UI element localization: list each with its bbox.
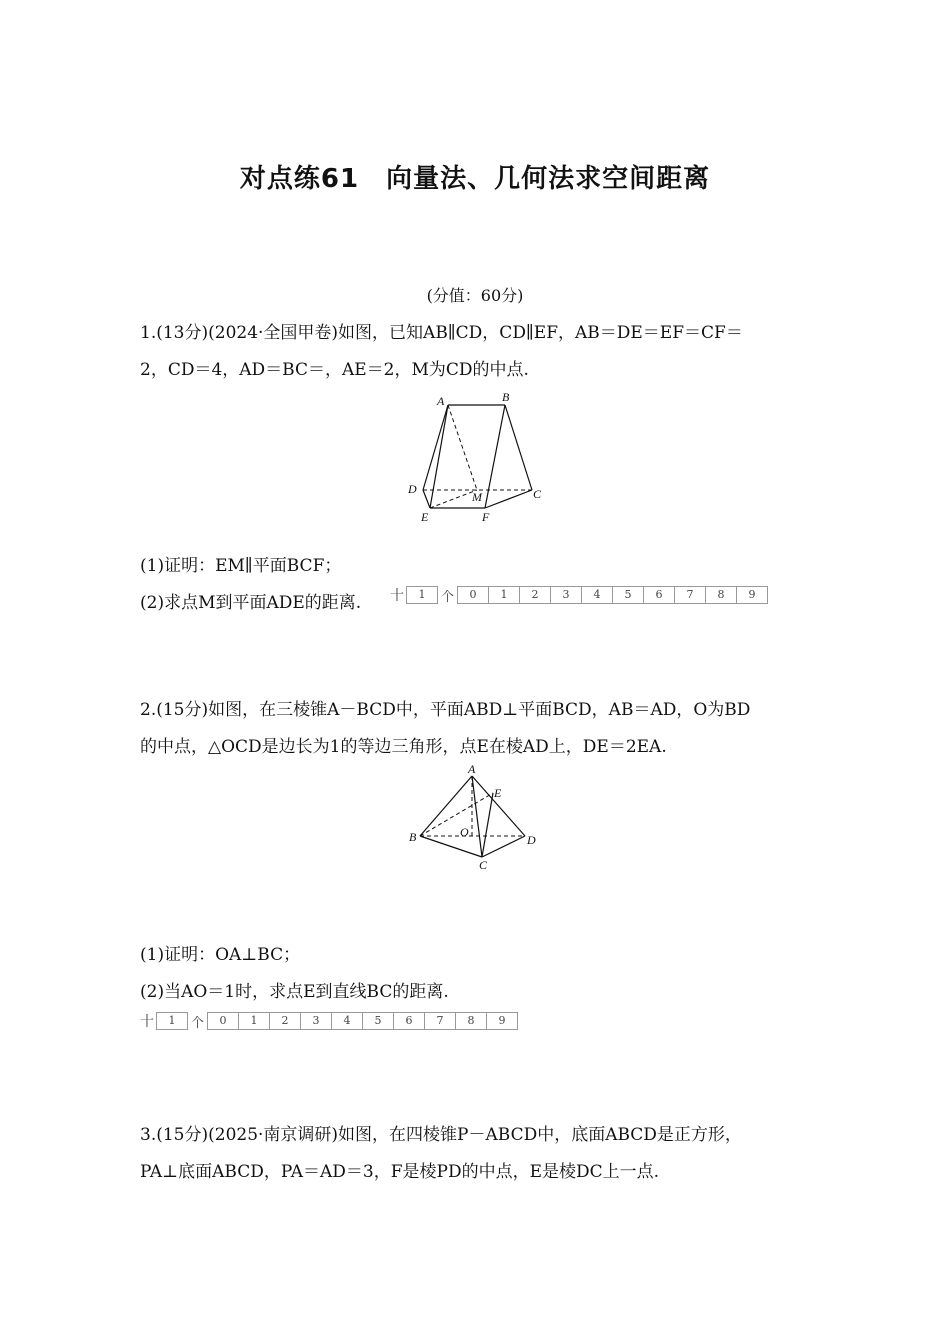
grid-digit[interactable]: 6 — [644, 587, 675, 603]
grid-mark: 十 — [390, 588, 404, 604]
grid-digit[interactable]: 4 — [582, 587, 613, 603]
grid-digit[interactable]: 8 — [456, 1013, 487, 1029]
label-A: A — [468, 762, 476, 776]
label-F: F — [482, 510, 490, 524]
label-B: B — [502, 390, 510, 404]
label-D: D — [527, 833, 536, 847]
grid-digit[interactable]: 3 — [301, 1013, 332, 1029]
grid-digit[interactable]: 1 — [489, 587, 520, 603]
q3-line1: 3.(15分)(2025·南京调研)如图，在四棱锥P－ABCD中，底面ABCD是正方形， — [140, 1125, 742, 1145]
grid-unit: 个 — [191, 1015, 205, 1031]
q2-part1: (1)证明：OA⊥BC； — [140, 945, 301, 965]
page-title: 对点练61 向量法、几何法求空间距离 — [239, 164, 711, 194]
q1-line1: 1.(13分)(2024·全国甲卷)如图，已知AB∥CD，CD∥EF，AB＝DE＝EF＝CF＝ — [140, 323, 743, 343]
label-B: B — [409, 830, 417, 844]
grid-digit[interactable]: 2 — [520, 587, 551, 603]
grid-digit[interactable]: 0 — [208, 1013, 239, 1029]
q1-part1: (1)证明：EM∥平面BCF； — [140, 556, 342, 576]
label-D: D — [408, 482, 417, 496]
grid-digit[interactable]: 0 — [458, 587, 489, 603]
q2-line2: 的中点，△OCD是边长为1的等边三角形，点E在棱AD上，DE＝2EA. — [140, 737, 667, 757]
answer-grid-q2 — [140, 1011, 518, 1031]
q1-figure — [400, 388, 560, 528]
grid-digit[interactable]: 6 — [394, 1013, 425, 1029]
grid-digit[interactable]: 9 — [498, 1014, 506, 1027]
grid-digit[interactable]: 4 — [332, 1013, 363, 1029]
answer-grid-q1 — [390, 585, 768, 605]
label-O: O — [460, 825, 469, 839]
grid-digit[interactable]: 9 — [748, 588, 756, 601]
label-E: E — [421, 510, 429, 524]
q2-part2: (2)当AO＝1时，求点E到直线BC的距离. — [140, 982, 449, 1002]
label-M: M — [472, 490, 482, 504]
grid-unit: 个 — [441, 589, 455, 605]
grid-mark: 十 — [140, 1014, 154, 1030]
grid-tens[interactable]: 1 — [406, 586, 438, 604]
grid-digit[interactable]: 2 — [270, 1013, 301, 1029]
q2-figure — [400, 762, 550, 874]
score-note: (分值：60分) — [426, 286, 524, 305]
grid-digit[interactable]: 5 — [613, 587, 644, 603]
grid-digit[interactable]: 5 — [363, 1013, 394, 1029]
grid-digit[interactable]: 8 — [706, 587, 737, 603]
label-C: C — [533, 487, 542, 501]
label-A: A — [437, 394, 445, 408]
q2-line1: 2.(15分)如图，在三棱锥A－BCD中，平面ABD⊥平面BCD，AB＝AD，O为BD — [140, 700, 751, 720]
grid-digit[interactable]: 7 — [425, 1013, 456, 1029]
label-C: C — [479, 858, 488, 872]
q1-part2: (2)求点M到平面ADE的距离. — [140, 593, 362, 613]
grid-digit[interactable]: 3 — [551, 587, 582, 603]
grid-digit[interactable]: 7 — [675, 587, 706, 603]
q3-line2: PA⊥底面ABCD，PA＝AD＝3，F是棱PD的中点，E是棱DC上一点. — [140, 1162, 660, 1182]
grid-tens[interactable]: 1 — [156, 1012, 188, 1030]
grid-digit[interactable]: 1 — [239, 1013, 270, 1029]
q1-line2: 2，CD＝4，AD＝BC＝，AE＝2，M为CD的中点. — [140, 360, 529, 380]
label-E: E — [494, 786, 502, 800]
